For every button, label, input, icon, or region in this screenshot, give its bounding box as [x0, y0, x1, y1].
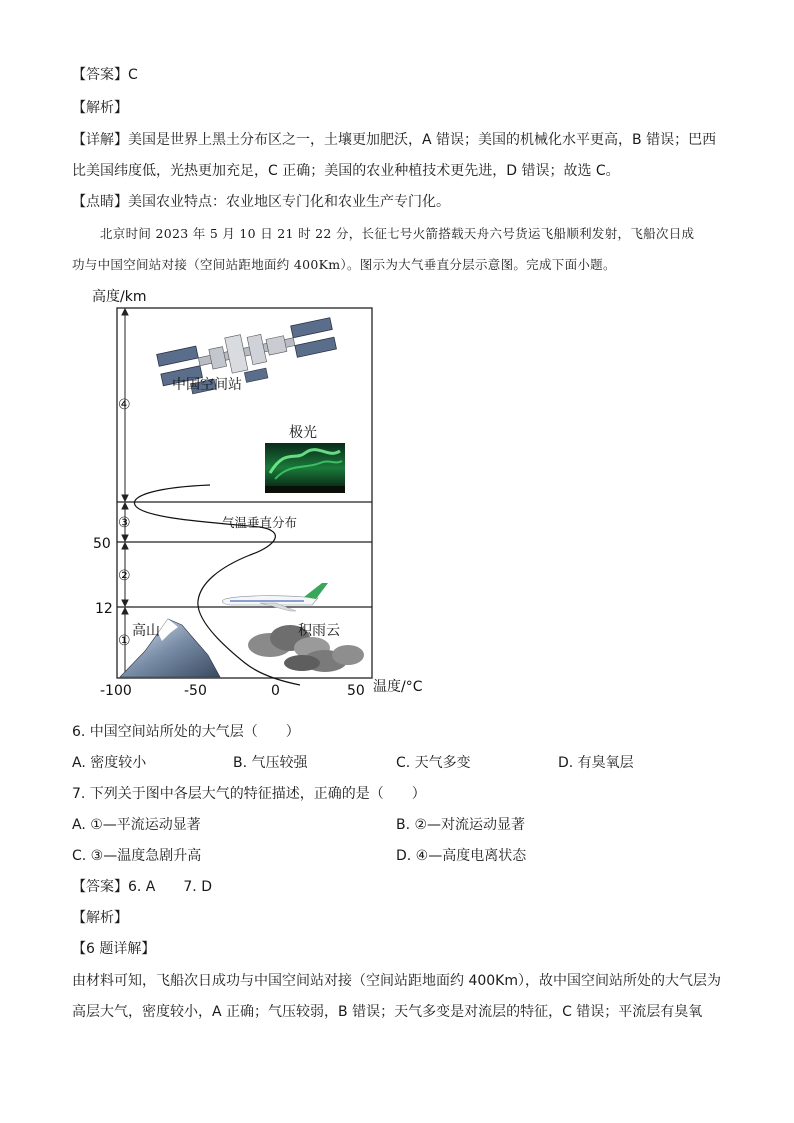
aurora-image: [265, 443, 345, 493]
layer-marker-1: ①: [118, 633, 131, 649]
y-axis-label: 高度/km: [92, 289, 147, 305]
answer-value-2: 6. A 7. D: [128, 879, 212, 895]
layer-marker-3: ③: [118, 515, 131, 531]
material-line-2: 功与中国空间站对接（空间站距地面约 400Km）。图示为大气垂直分层示意图。完成下面小题。: [72, 257, 616, 272]
atmosphere-layers-figure: [90, 283, 440, 703]
point-text: 美国农业特点：农业地区专门化和农业生产专门化。: [128, 194, 450, 210]
layer-marker-4: ④: [118, 397, 131, 413]
answer-line-1: [72, 65, 138, 85]
y-tick-12: 12: [95, 601, 113, 617]
q7-option-d: D. ④—高度电离状态: [396, 848, 527, 864]
x-tick-neg50: -50: [184, 683, 207, 699]
x-tick-0: 0: [271, 683, 280, 699]
answer-tag: 【答案】: [72, 67, 128, 83]
label-aurora: 极光: [289, 425, 317, 441]
answer-value: C: [128, 67, 138, 83]
x-tick-50: 50: [347, 683, 365, 699]
label-cloud: 积雨云: [298, 623, 340, 639]
q6-option-a: A. 密度较小: [72, 755, 147, 771]
detail-tag: 【详解】: [72, 132, 128, 148]
material-line-1: 北京时间 2023 年 5 月 10 日 21 时 22 分，长征七号火箭搭载天舟六号货运飞船顺利发射，飞船次日成: [100, 226, 695, 241]
q7-option-c: C. ③—温度急剧升高: [72, 848, 202, 864]
label-temp-curve: 气温垂直分布: [222, 515, 298, 530]
detail6-line-1: 由材料可知，飞船次日成功与中国空间站对接（空间站距地面约 400Km），故中国空间站所处的大气层为: [72, 973, 721, 989]
detail-line-2: 比美国纬度低，光热更加充足，C 正确；美国的农业种植技术更先进，D 错误；故选 C。: [72, 163, 620, 179]
q6-stem: 6. 中国空间站所处的大气层（ ）: [72, 724, 300, 740]
label-space-station: 中国空间站: [172, 377, 242, 393]
layer-marker-2: ②: [118, 568, 131, 584]
detail-text-1: 美国是世界上黑土分布区之一，土壤更加肥沃，A 错误；美国的机械化水平更高，B 错误；巴西: [128, 132, 717, 148]
analysis-tag-1: 【解析】: [72, 100, 128, 116]
q7-stem: 7. 下列关于图中各层大气的特征描述，正确的是（ ）: [72, 786, 426, 802]
q6-option-d: D. 有臭氧层: [558, 755, 634, 771]
layer-arrows: [122, 309, 128, 675]
x-axis-label: 温度/°C: [373, 679, 423, 695]
q6-option-c: C. 天气多变: [396, 755, 471, 771]
y-tick-50: 50: [93, 536, 111, 552]
detail6-tag: 【6 题详解】: [72, 941, 156, 957]
analysis-tag-2: 【解析】: [72, 910, 128, 926]
detail-line-1: [72, 130, 716, 150]
label-mountain: 高山: [132, 623, 160, 639]
detail6-line-2: 高层大气，密度较小，A 正确；气压较弱，B 错误；天气多变是对流层的特征，C 错误；平流层有臭氧: [72, 1004, 703, 1020]
point-line: [72, 192, 450, 212]
point-tag: 【点睛】: [72, 194, 128, 210]
q7-option-a: A. ①—平流运动显著: [72, 817, 201, 833]
q7-option-b: B. ②—对流运动显著: [396, 817, 526, 833]
q6-option-b: B. 气压较强: [233, 755, 308, 771]
answer-tag-2: 【答案】: [72, 879, 128, 895]
x-tick-neg100: -100: [100, 683, 132, 699]
answer-line-2: [72, 877, 212, 897]
